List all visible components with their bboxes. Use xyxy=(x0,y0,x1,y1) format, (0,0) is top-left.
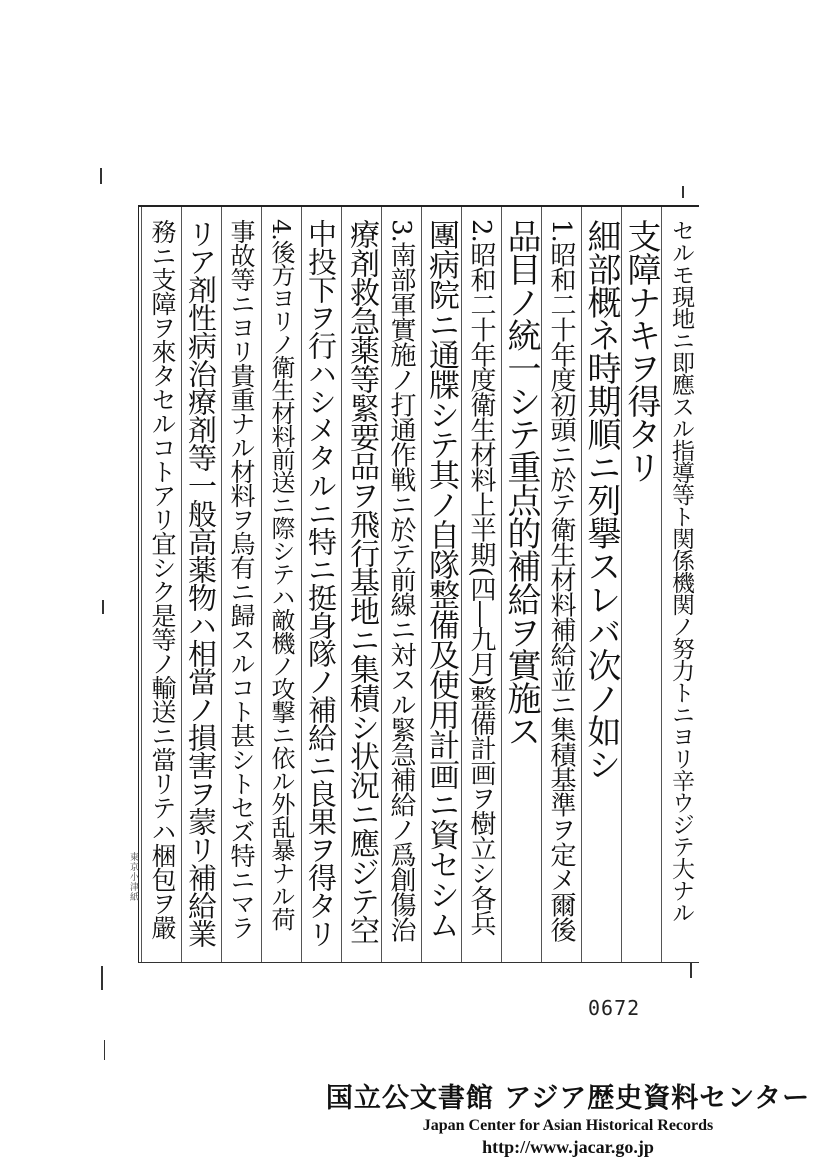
text-column-13: リア剤性病治療剤等一般高薬物ハ相當ノ損害ヲ蒙リ補給業 xyxy=(184,219,218,947)
text-column-11: 4.後方ヨリノ衛生材料前送ニ際シテハ敵機ノ攻撃ニ依ル外乱暴ナル荷 xyxy=(267,219,295,930)
paper-maker-stamp: 東京小津紙 xyxy=(128,852,138,902)
text-column-7: 團病院ニ通牒シテ其ノ自隊整備及使用計画ニ資セシム xyxy=(423,219,459,939)
ruled-manuscript-sheet xyxy=(138,205,699,963)
margin-mark-bottom-right xyxy=(690,962,692,978)
text-column-14: 務ニ支障ヲ來タセルコトアリ宜シク是等ノ輸送ニ當リテハ梱包ヲ嚴 xyxy=(148,219,177,939)
margin-mark-top-left xyxy=(100,168,102,184)
margin-mark-left xyxy=(102,600,104,614)
page-number: 0672 xyxy=(588,996,641,1020)
text-column-2: 支障ナキヲ得タリ xyxy=(621,219,661,483)
archive-name-english: Japan Center for Asian Historical Records xyxy=(422,1117,714,1134)
text-column-4: 1.昭和二十年度初頭ニ於テ衛生材料補給並ニ集積基準ヲ定メ爾後 xyxy=(546,219,576,942)
margin-mark-bottom-left xyxy=(101,966,103,990)
margin-mark-lower-left xyxy=(104,1040,105,1060)
text-column-8: 3.南部軍實施ノ打通作戦ニ於テ前線ニ対スル緊急補給ノ爲創傷治 xyxy=(386,219,416,942)
text-column-10: 中投下ヲ行ハシメタルニ特ニ挺身隊ノ補給ニ良果ヲ得タリ xyxy=(304,219,338,947)
text-column-1: セルモ現地ニ即應スル指導等ト関係機関ノ努力トニヨリ辛ウジテ大ナル xyxy=(668,219,694,923)
text-column-12: 事故等ニヨリ貴重ナル材料ヲ烏有ニ歸スルコト甚シトセズ特ニマラ xyxy=(227,219,256,939)
margin-mark-top-right xyxy=(682,186,684,198)
text-column-5: 品目ノ統一シテ重点的補給ヲ實施ス xyxy=(501,219,541,747)
archive-footer xyxy=(318,1082,818,1158)
archive-name-japanese: 国立公文書館 アジア歴史資料センター xyxy=(325,1083,811,1114)
text-column-3: 細部概ネ時期順ニ列擧スレバ次ノ如シ xyxy=(581,219,621,780)
text-column-6: 2.昭和二十年度衛生材料上半期(四―九月)整備計画ヲ樹立シ各兵 xyxy=(466,219,496,936)
text-column-9: 療剤救急薬等緊要品ヲ飛行基地ニ集積シ状況ニ應ジテ空 xyxy=(344,219,379,944)
archive-url: http://www.jacar.go.jp xyxy=(482,1137,654,1157)
